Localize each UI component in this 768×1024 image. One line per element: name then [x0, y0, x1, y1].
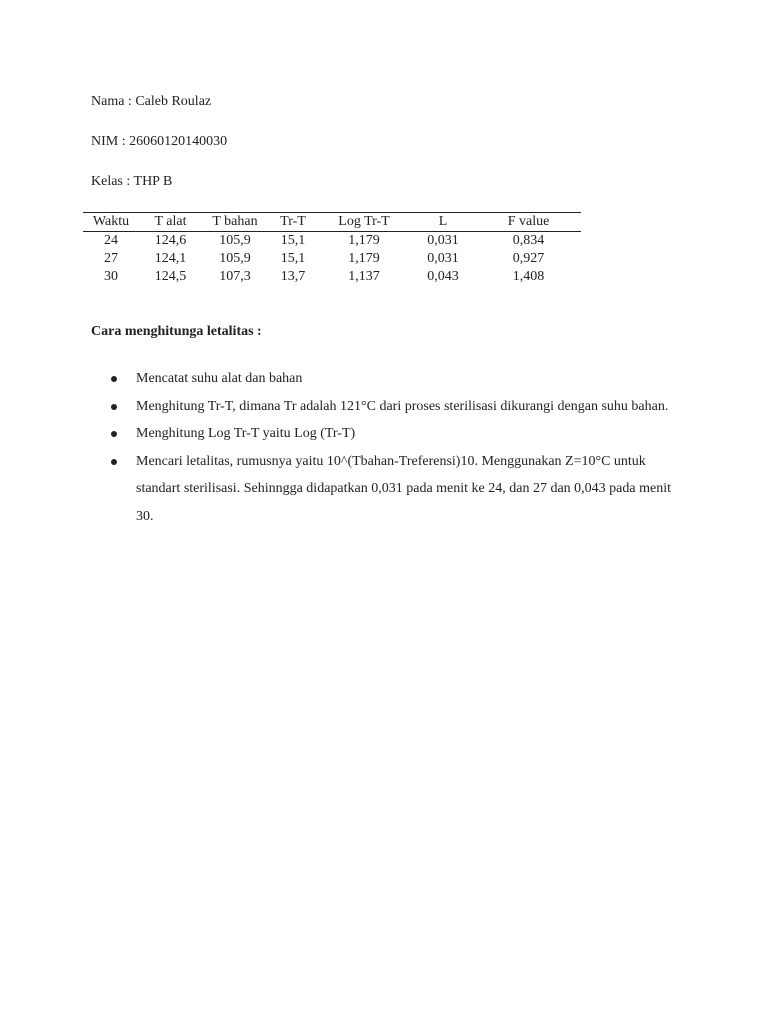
list-item	[91, 393, 681, 421]
table-cell: 1,137	[348, 269, 380, 284]
header-l: L	[410, 213, 476, 232]
table-cell: 124,1	[154, 251, 187, 266]
bullet-icon	[111, 431, 117, 437]
table-row	[83, 232, 581, 251]
table-cell: 0,834	[512, 233, 545, 248]
table-cell: 1,408	[512, 269, 545, 284]
table-cell: 24	[104, 233, 118, 248]
nim-line: NIM : 26060120140030	[91, 134, 228, 149]
table-cell: 15,1	[280, 251, 306, 266]
table-cell: 13,7	[280, 269, 306, 284]
table-cell: 30	[104, 269, 118, 284]
step-text: Mencatat suhu alat dan bahan	[136, 371, 303, 386]
bullet-icon	[111, 459, 117, 465]
header-waktu: Waktu	[83, 213, 139, 232]
header-f-value: F value	[476, 213, 581, 232]
table-cell: 124,6	[154, 233, 187, 248]
table-cell: 0,031	[427, 251, 459, 266]
table-cell: 1,179	[348, 251, 380, 266]
steps-list	[91, 365, 681, 530]
table-cell: 124,5	[154, 269, 187, 284]
nama-line: Nama : Caleb Roulaz	[91, 94, 212, 109]
list-item	[91, 420, 681, 448]
table-cell: 0,043	[427, 269, 459, 284]
data-table	[83, 212, 581, 286]
step-text: Mencari letalitas, rumusnya yaitu 10^(Tbahan-Treferensi)10. Menggunakan Z=10°C untuk standart sterilisasi. Sehinngga didapatkan 0,031 pada menit ke 24, dan 27 dan 0,043 pada menit 30.	[136, 453, 671, 524]
header-tr-t: Tr-T	[268, 213, 318, 232]
step-text: Menghitung Log Tr-T yaitu Log (Tr-T)	[136, 426, 356, 441]
header-t-alat: T alat	[139, 213, 202, 232]
header-log-tr-t: Log Tr-T	[318, 213, 410, 232]
table-cell: 0,031	[427, 233, 459, 248]
table-row	[83, 250, 581, 268]
header-t-bahan: T bahan	[202, 213, 268, 232]
section-heading: Cara menghitunga letalitas :	[91, 324, 262, 339]
step-text: Menghitung Tr-T, dimana Tr adalah 121°C dari proses sterilisasi dikurangi dengan suhu bahan.	[136, 398, 669, 414]
bullet-icon	[111, 376, 117, 382]
table-cell: 105,9	[219, 233, 251, 248]
table-cell: 1,179	[348, 233, 380, 248]
table-cell: 0,927	[512, 251, 545, 266]
kelas-line: Kelas : THP B	[91, 174, 173, 189]
list-item	[91, 448, 681, 531]
table-cell: 107,3	[219, 269, 251, 284]
list-item	[91, 365, 681, 393]
table-row	[83, 268, 581, 286]
table-header-row	[83, 213, 581, 232]
bullet-icon	[111, 404, 117, 410]
table-cell: 105,9	[219, 251, 251, 266]
table-cell: 27	[104, 251, 118, 266]
table-cell: 15,1	[280, 233, 306, 248]
